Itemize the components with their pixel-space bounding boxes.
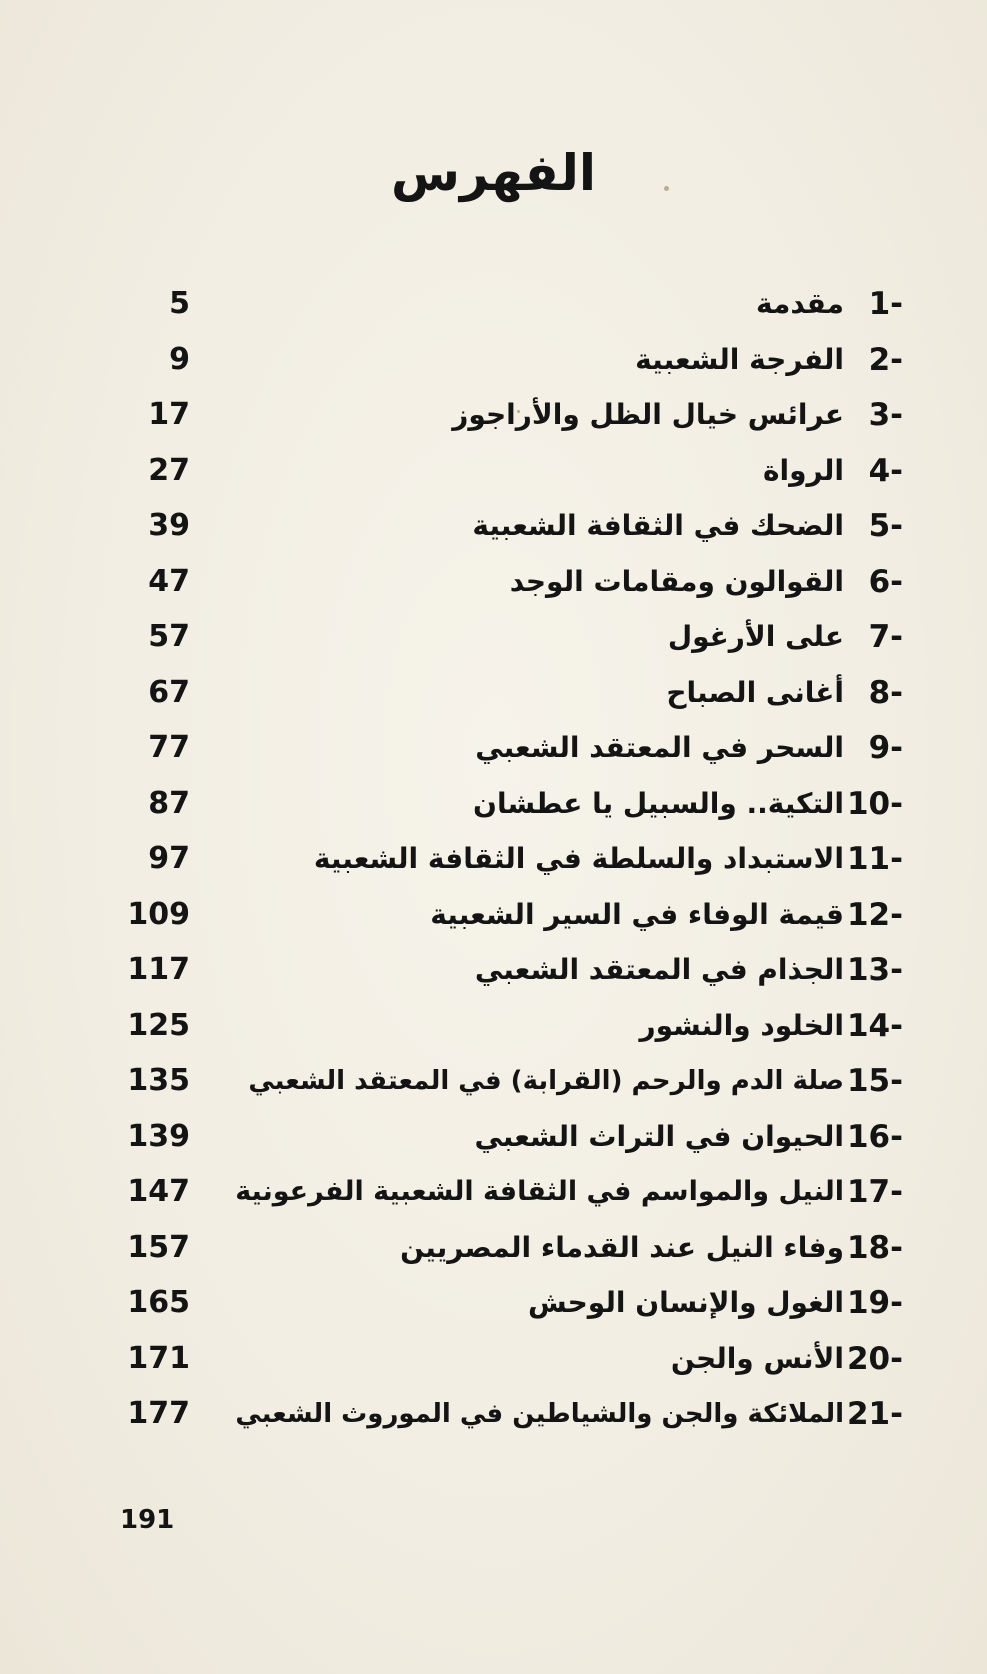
toc-entry-number: 9- <box>868 730 903 766</box>
toc-entry-title: الأنس والجن <box>670 1342 844 1375</box>
toc-entry <box>0 1170 987 1226</box>
toc-entry <box>0 560 987 616</box>
toc-entry <box>0 1337 987 1393</box>
toc-entry-number: 18- <box>846 1230 903 1266</box>
toc-entry-page: 177 <box>127 1396 190 1431</box>
toc-entry-title: السحر في المعتقد الشعبي <box>475 731 844 764</box>
toc-entry <box>0 1281 987 1337</box>
toc-entry <box>0 282 987 338</box>
page-number: 191 <box>120 1505 175 1535</box>
toc-entry-page: 87 <box>148 786 190 821</box>
toc-entry-number: 11- <box>846 841 903 877</box>
toc-entry-title: الملائكة والجن والشياطين في الموروث الشعبي <box>235 1399 844 1429</box>
toc-entry-number: 2- <box>868 342 903 378</box>
toc-entry <box>0 1392 987 1448</box>
toc-entry-number: 6- <box>868 564 903 600</box>
toc-entry <box>0 948 987 1004</box>
toc-entry-number: 16- <box>846 1119 903 1155</box>
toc-entry-title: الحيوان في التراث الشعبي <box>474 1120 844 1153</box>
toc-entry-number: 7- <box>868 619 903 655</box>
toc-entry-page: 109 <box>127 897 190 932</box>
toc-entry-number: 19- <box>846 1285 903 1321</box>
page-title: الفهرس <box>390 144 596 202</box>
toc-entry <box>0 393 987 449</box>
toc-entry <box>0 671 987 727</box>
toc-entry-page: 77 <box>148 730 190 765</box>
toc-entry <box>0 1059 987 1115</box>
toc-entry-number: 15- <box>846 1063 903 1099</box>
toc-entry-number: 14- <box>846 1008 903 1044</box>
toc-entry-page: 9 <box>169 342 190 377</box>
toc-entry <box>0 615 987 671</box>
toc-entry <box>0 782 987 838</box>
toc-entry-page: 157 <box>127 1230 190 1265</box>
toc-entry-page: 97 <box>148 841 190 876</box>
toc-entry-number: 12- <box>846 897 903 933</box>
toc-entry-title: التكية.. والسبيل يا عطشان <box>473 787 844 820</box>
toc-entry-page: 139 <box>127 1119 190 1154</box>
toc-entry-title: الاستبداد والسلطة في الثقافة الشعبية <box>313 842 844 875</box>
toc-entry <box>0 837 987 893</box>
toc-entry-title: وفاء النيل عند القدماء المصريين <box>400 1231 844 1264</box>
toc-entry-page: 57 <box>148 619 190 654</box>
toc-entry <box>0 1115 987 1171</box>
toc-entry-page: 39 <box>148 508 190 543</box>
toc-entry-number: 10- <box>846 786 903 822</box>
toc-entry-title: الرواة <box>762 454 844 487</box>
toc-entry-title: صلة الدم والرحم (القرابة) في المعتقد الشعبي <box>248 1066 844 1096</box>
toc-entry-page: 125 <box>127 1008 190 1043</box>
toc-entry-number: 4- <box>868 453 903 489</box>
toc-entry-title: القوالون ومقامات الوجد <box>509 565 844 598</box>
toc-entry-page: 27 <box>148 453 190 488</box>
toc-entry-page: 165 <box>127 1285 190 1320</box>
toc-entry-title: النيل والمواسم في الثقافة الشعبية الفرعونية <box>235 1176 844 1207</box>
toc-entry <box>0 1004 987 1060</box>
toc-entry-page: 17 <box>148 397 190 432</box>
toc-entry-page: 147 <box>127 1174 190 1209</box>
toc-entry-title: قيمة الوفاء في السير الشعبية <box>430 898 844 931</box>
toc-entry-page: 135 <box>127 1063 190 1098</box>
toc-entry-page: 47 <box>148 564 190 599</box>
toc-entry-title: الجذام في المعتقد الشعبي <box>474 953 844 986</box>
toc-entry-title: أغانى الصباح <box>666 676 844 709</box>
toc-entry <box>0 338 987 394</box>
toc-entry-number: 20- <box>846 1341 903 1377</box>
toc-entry <box>0 504 987 560</box>
toc-entry-title: الغول والإنسان الوحش <box>528 1286 844 1319</box>
toc-entry-number: 21- <box>846 1396 903 1432</box>
toc-entry-page: 67 <box>148 675 190 710</box>
toc-entry-page: 171 <box>127 1341 190 1376</box>
toc-entry-title: مقدمة <box>756 287 844 320</box>
toc-entry <box>0 893 987 949</box>
toc-entry-title: على الأرغول <box>667 620 844 653</box>
toc-entry-number: 1- <box>868 286 903 322</box>
toc-entry-number: 3- <box>868 397 903 433</box>
toc-entry-number: 13- <box>846 952 903 988</box>
toc-entry <box>0 1226 987 1282</box>
toc-entry-page: 5 <box>169 286 190 321</box>
toc-entry-page: 117 <box>127 952 190 987</box>
toc-entry-number: 8- <box>868 675 903 711</box>
toc-entry-number: 5- <box>868 508 903 544</box>
toc-entry-title: الفرجة الشعبية <box>635 343 844 376</box>
toc-entry <box>0 449 987 505</box>
toc-entry <box>0 726 987 782</box>
toc-entry-number: 17- <box>846 1174 903 1210</box>
toc-entry-title: الخلود والنشور <box>639 1009 844 1042</box>
toc-entry-title: الضحك في الثقافة الشعبية <box>472 509 844 542</box>
toc-entry-title: عرائس خيال الظل والأراجوز <box>452 398 844 431</box>
